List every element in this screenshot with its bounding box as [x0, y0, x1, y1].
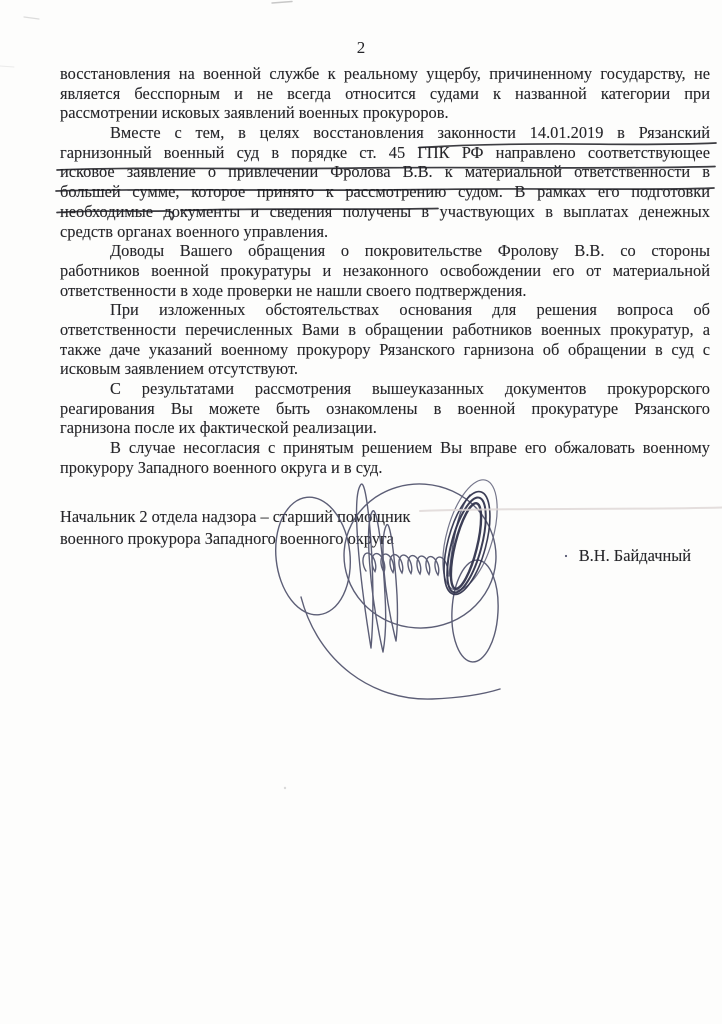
text-line: При изложенных обстоятельствах основания для решения вопроса об	[110, 300, 710, 320]
text-line: гарнизона после их фактической реализации.	[60, 418, 377, 438]
letter-body	[60, 64, 710, 477]
text-line: гарнизонный военный суд в порядке ст. 45 ГПК РФ направлено соответствующее	[60, 142, 710, 162]
text-line: Вместе с тем, в целях восстановления законности 14.01.2019 в Рязанский	[110, 123, 710, 143]
text-line: прокурору Западного военного округа и в суд.	[60, 457, 383, 477]
text-line: восстановления на военной службе к реальному ущербу, причиненному государству, не	[60, 64, 710, 83]
text-line: ответственности в ходе проверки не нашли своего подтверждения.	[60, 280, 527, 300]
text-line: В случае несогласия с принятым решением Вы вправе его обжаловать военному	[110, 438, 710, 458]
text-line: средств органах военного управления.	[60, 221, 329, 241]
text-line: большей сумме, которое принято к рассмотрению судом. В рамках его подготовки	[60, 182, 710, 202]
text-line: необходимые документы и сведения получены в участвующих в выплатах денежных	[60, 201, 710, 221]
text-line: рассмотрении исковых заявлений военных прокуроров.	[60, 103, 449, 123]
text-line: С результатами рассмотрения вышеуказанных документов прокурорского	[110, 379, 710, 398]
text-line: Доводы Вашего обращения о покровительстве Фролову В.В. со стороны	[110, 241, 710, 261]
text-line: работников военной прокуратуры и незаконного освобождении его от материальной	[60, 260, 710, 280]
signer-position-line: военного прокурора Западного военного округа	[60, 528, 394, 548]
text-line: также даче указаний военному прокурору Рязанского гарнизона об обращении в суд с	[60, 339, 710, 359]
text-line: является бесспорным и не всегда относится судами к названной категории при	[60, 83, 710, 103]
text-line: исковое заявление о привлечении Фролова В.В. к материальной ответственности в	[60, 162, 710, 182]
signer-name: В.Н. Байдачный	[578, 546, 691, 565]
text-line: исковым заявлением отсутствуют.	[60, 359, 298, 379]
signer-position-line: Начальник 2 отдела надзора – старший помощник	[60, 507, 411, 526]
signature-title-block	[60, 506, 530, 549]
page-number: 2	[356, 38, 366, 57]
text-line: ответственности перечисленных Вами в обращении работников военных прокуратур, а	[60, 319, 710, 339]
text-line: реагирования Вы можете быть ознакомлены в военной прокуратуре Рязанского	[60, 398, 710, 418]
